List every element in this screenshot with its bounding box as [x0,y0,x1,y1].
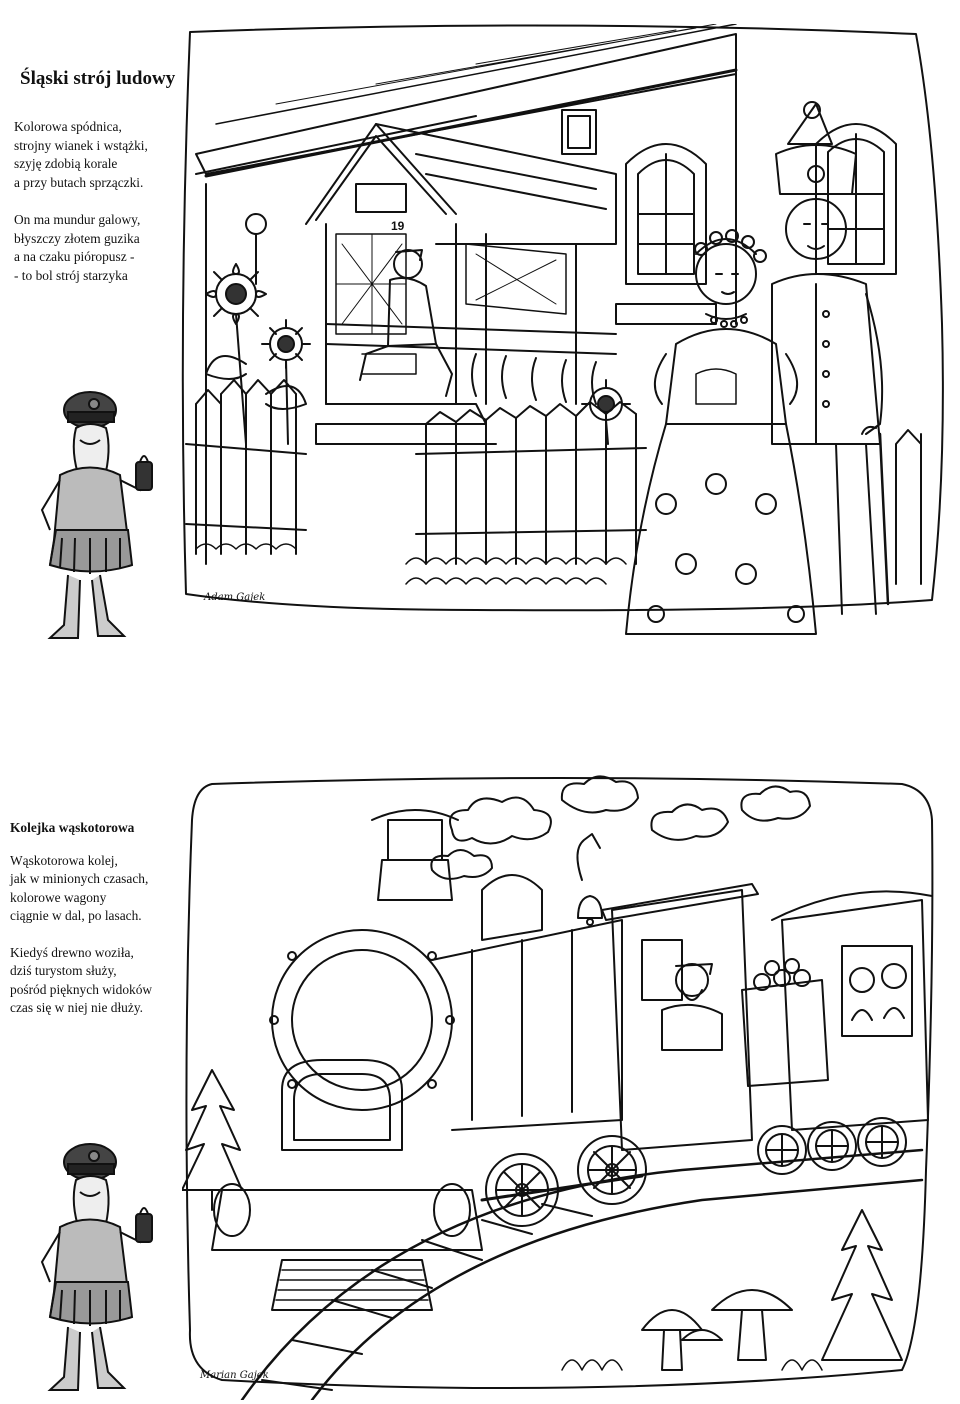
page-title-costume: Śląski strój ludowy [20,68,176,89]
drawing-railway-scene [182,770,942,1400]
page-silesian-costume [0,0,960,680]
gnome-miner-icon [20,1132,170,1402]
poem-costume: Kolorowa spódnica, strojny wianek i wstążki, szyję zdobią korale a przy butach sprzączki. On ma mundur galowy, błyszczy złotem guzika a na czaku pióropusz - - to bol strój starzyka [14,119,148,283]
gnome-miner-icon [20,380,170,650]
house-number: 19 [391,219,405,233]
page-title-railway: Kolejka wąskotorowa [10,820,135,835]
drawing-costume-scene [176,24,946,664]
page-narrow-gauge-railway [0,760,960,1404]
signature-railway: Marian Gajek [200,1370,269,1381]
poem-railway: Wąskotorowa kolej, jak w minionych czasach, kolorowe wagony ciągnie w dal, po lasach. Kiedyś drewno woziła, dziś turystom służy, pośród pięknych widoków czas się w niej nie dłuży. [10,853,153,1016]
signature-costume: Adam Gajek [204,592,266,603]
